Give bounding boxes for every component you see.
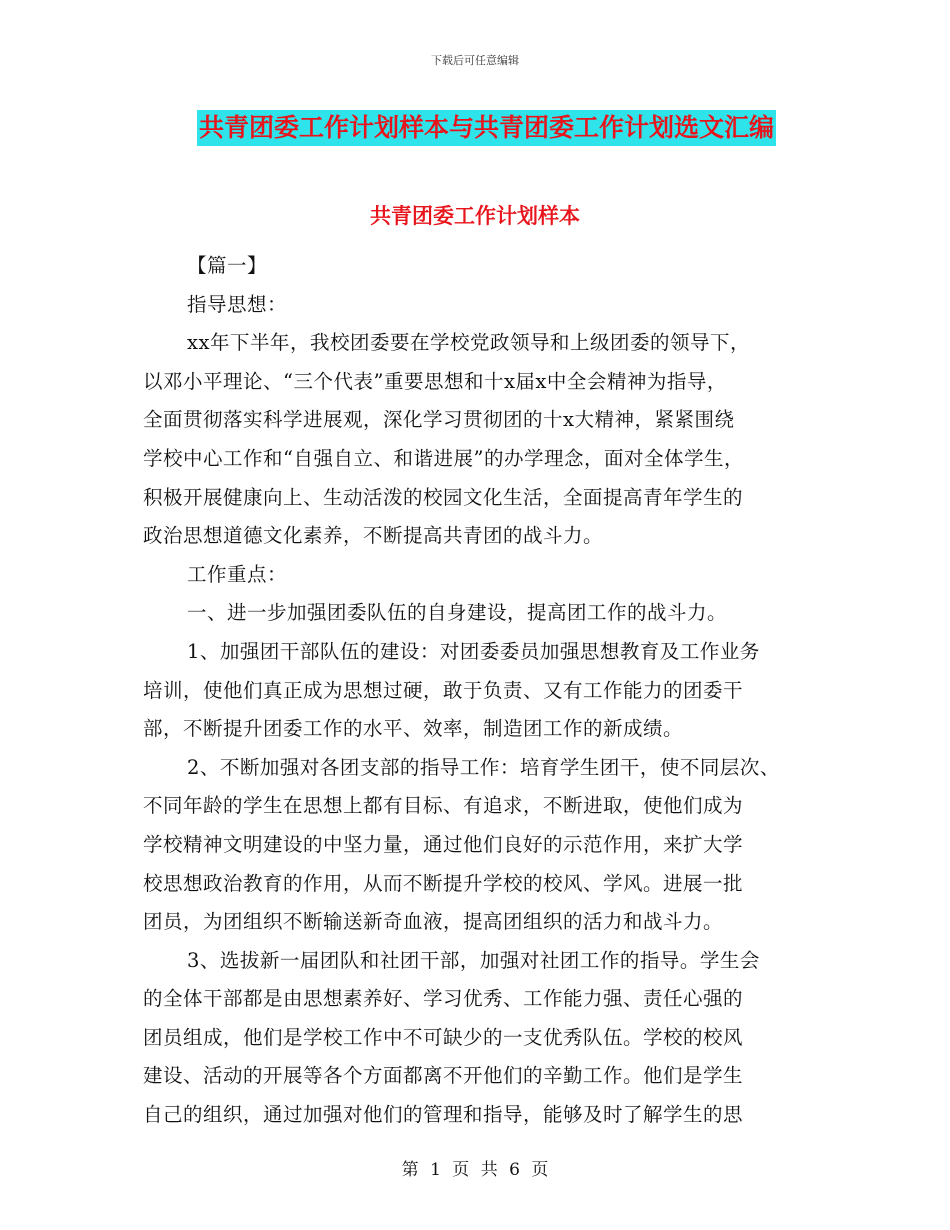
text-line: 政治思想道德文化素养，不断提高共青团的战斗力。 — [143, 524, 604, 548]
text-line: 校思想政治教育的作用，从而不断提升学校的校风、学风。进展一批 — [143, 871, 744, 895]
text-line: 培训，使他们真正成为思想过硬，敢于负责、又有工作能力的团委干 — [143, 678, 744, 702]
page-footer: 第 1 页 共 6 页 — [401, 1160, 549, 1180]
text-line: 学校精神文明建设的中坚力量，通过他们良好的示范作用，来扩大学 — [143, 832, 744, 856]
text-line: xx年下半年，我校团委要在学校党政领导和上级团委的领导下， — [187, 331, 750, 355]
text-line: 团员组成，他们是学校工作中不可缺少的一支优秀队伍。学校的校风 — [143, 1025, 744, 1049]
section-title: 共青团委工作计划样本 — [370, 204, 580, 228]
text-line: 3、选拔新一届团队和社团干部，加强对社团工作的指导。学生会 — [187, 948, 760, 972]
text-line: 指导思想： — [187, 292, 288, 316]
text-line: 工作重点： — [187, 562, 288, 586]
text-line: 部，不断提升团委工作的水平、效率，制造团工作的新成绩。 — [143, 717, 684, 741]
text-line: 学校中心工作和“自强自立、和谐进展”的办学理念，面对全体学生， — [143, 446, 744, 470]
body-text — [143, 247, 823, 1135]
document-title: 共青团委工作计划样本与共青团委工作计划选文汇编 — [197, 110, 776, 146]
text-line: 团员，为团组织不断输送新奇血液，提高团组织的活力和战斗力。 — [143, 910, 724, 934]
text-line: 积极开展健康向上、生动活泼的校园文化生活，全面提高青年学生的 — [143, 485, 744, 509]
text-line: 的全体干部都是由思想素养好、学习优秀、工作能力强、责任心强的 — [143, 987, 744, 1011]
text-line: 一、进一步加强团委队伍的自身建设，提高团工作的战斗力。 — [187, 601, 728, 625]
text-line: 全面贯彻落实科学进展观，深化学习贯彻团的十x大精神，紧紧围绕 — [143, 408, 735, 432]
text-line: 自己的组织，通过加强对他们的管理和指导，能够及时了解学生的思 — [143, 1103, 744, 1127]
text-line: 【篇一】 — [187, 254, 268, 277]
text-line: 不同年龄的学生在思想上都有目标、有追求，不断进取，使他们成为 — [143, 794, 744, 818]
text-line: 以邓小平理论、“三个代表”重要思想和十x届x中全会精神为指导， — [143, 369, 727, 393]
text-line: 2、不断加强对各团支部的指导工作：培育学生团干，使不同层次、 — [187, 755, 780, 779]
text-line: 1、加强团干部队伍的建设：对团委委员加强思想教育及工作业务 — [187, 639, 760, 663]
text-line: 建设、活动的开展等各个方面都离不开他们的辛勤工作。他们是学生 — [143, 1064, 744, 1088]
header-note: 下载后可任意编辑 — [431, 54, 519, 67]
